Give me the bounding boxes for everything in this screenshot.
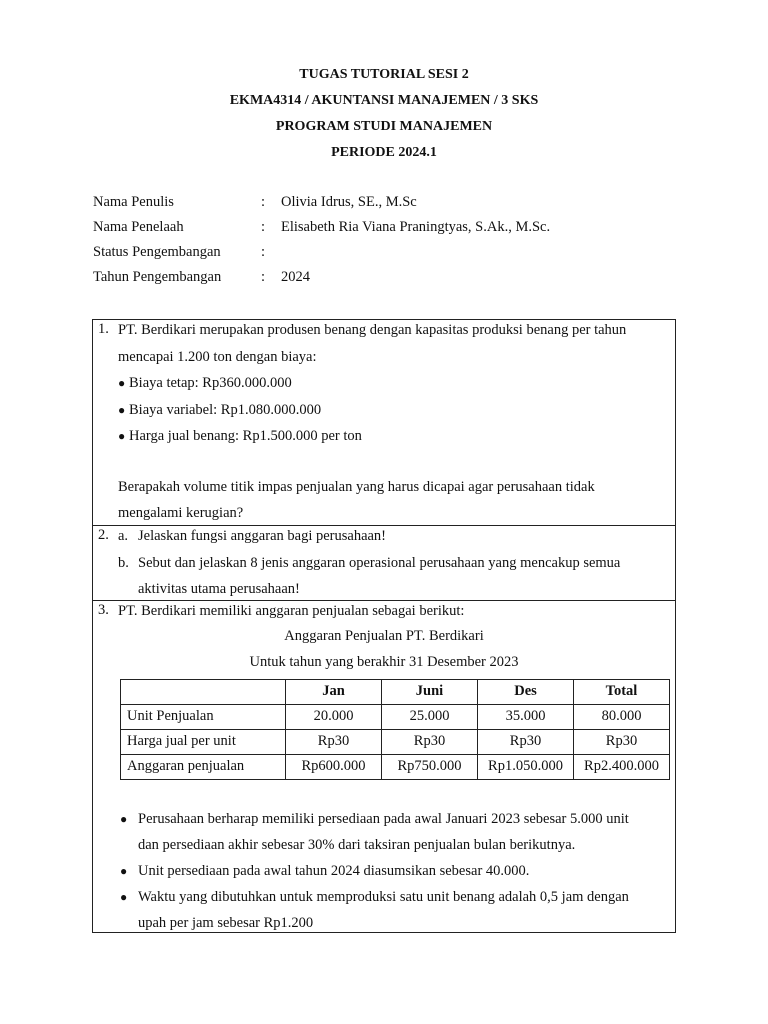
table-cell: Rp30 xyxy=(478,730,574,755)
row-label: Harga jual per unit xyxy=(121,730,286,755)
meta-colon: : xyxy=(261,244,266,260)
sales-budget-table xyxy=(120,679,670,780)
question-number: 1. xyxy=(98,321,109,337)
table-cell: Rp2.400.000 xyxy=(574,755,670,780)
meta-row-reviewer xyxy=(93,219,550,244)
note-text: Unit persediaan pada awal tahun 2024 diasumsikan sebesar 40.000. xyxy=(138,863,530,879)
column-header: Jan xyxy=(286,680,382,705)
title-line-3: PROGRAM STUDI MANAJEMEN xyxy=(275,119,493,134)
sub-question-b xyxy=(118,554,675,581)
bullet-icon: ● xyxy=(118,376,126,390)
meta-row-year xyxy=(93,269,550,294)
list-item xyxy=(118,374,675,401)
list-item xyxy=(118,806,663,858)
row-label: Anggaran penjualan xyxy=(121,755,286,780)
title-line-2: EKMA4314 / AKUNTANSI MANAJEMEN / 3 SKS xyxy=(229,93,539,108)
question-2-box xyxy=(92,525,676,600)
sub-letter: a. xyxy=(118,528,129,544)
question-text: mencapai 1.200 ton dengan biaya: xyxy=(118,348,317,365)
sub-text: aktivitas utama perusahaan! xyxy=(138,581,300,597)
table-row xyxy=(121,755,670,780)
table-cell: 25.000 xyxy=(382,705,478,730)
bullet-icon: ● xyxy=(118,402,126,417)
bullet-icon: ● xyxy=(120,812,128,826)
list-item xyxy=(118,884,663,936)
document-header xyxy=(0,66,768,170)
table-cell: 35.000 xyxy=(478,705,574,730)
bullet-icon: ● xyxy=(120,864,128,878)
meta-label: Nama Penulis xyxy=(93,194,174,210)
list-item xyxy=(118,858,663,884)
question-text: Berapakah volume titik impas penjualan yang harus dicapai agar perusahaan tidak xyxy=(118,478,595,495)
meta-label: Status Pengembangan xyxy=(93,244,221,260)
meta-row-status xyxy=(93,244,550,269)
sub-text: Sebut dan jelaskan 8 jenis anggaran operasional perusahaan yang mencakup semua xyxy=(138,554,621,571)
question-3-box xyxy=(92,600,676,933)
meta-value: Elisabeth Ria Viana Praningtyas, S.Ak., M.Sc. xyxy=(281,219,551,235)
list-item-text: Biaya variabel: Rp1.080.000.000 xyxy=(129,401,322,418)
question-text: mengalami kerugian? xyxy=(118,505,244,521)
list-item xyxy=(118,427,675,454)
sub-letter: b. xyxy=(118,554,129,571)
column-header xyxy=(121,680,286,705)
meta-value: Olivia Idrus, SE., M.Sc xyxy=(281,194,417,210)
notes-list xyxy=(118,806,663,936)
column-header: Total xyxy=(574,680,670,705)
table-row xyxy=(121,705,670,730)
title-line-4: PERIODE 2024.1 xyxy=(331,145,437,160)
list-item-text: Harga jual benang: Rp1.500.000 per ton xyxy=(129,428,362,444)
question-number: 2. xyxy=(98,527,109,543)
table-cell: Rp30 xyxy=(286,730,382,755)
sub-question-a xyxy=(118,527,675,554)
bullet-icon: ● xyxy=(118,429,126,443)
sub-text: Jelaskan fungsi anggaran bagi perusahaan! xyxy=(138,528,387,544)
table-cell: Rp30 xyxy=(574,730,670,755)
table-cell: 20.000 xyxy=(286,705,382,730)
meta-value: 2024 xyxy=(281,269,310,285)
question-text: PT. Berdikari merupakan produsen benang dengan kapasitas produksi benang per tahun xyxy=(118,322,627,338)
note-text: Perusahaan berharap memiliki persediaan pada awal Januari 2023 sebesar 5.000 unit xyxy=(138,811,629,827)
table-cell: Rp1.050.000 xyxy=(478,755,574,780)
table-cell: 80.000 xyxy=(574,705,670,730)
table-row xyxy=(121,730,670,755)
table-cell: Rp600.000 xyxy=(286,755,382,780)
bullet-icon: ● xyxy=(120,890,128,904)
list-item-text: Biaya tetap: Rp360.000.000 xyxy=(129,375,292,391)
table-cell: Rp750.000 xyxy=(382,755,478,780)
metadata-block xyxy=(93,194,550,294)
title-line-1: TUGAS TUTORIAL SESI 2 xyxy=(299,67,469,82)
question-text: PT. Berdikari memiliki anggaran penjualan sebagai berikut: xyxy=(118,603,465,619)
column-header: Juni xyxy=(382,680,478,705)
note-text: dan persediaan akhir sebesar 30% dari taksiran penjualan bulan berikutnya. xyxy=(138,837,576,853)
meta-colon: : xyxy=(261,194,266,210)
meta-row-writer xyxy=(93,194,550,219)
table-title: Anggaran Penjualan PT. Berdikari xyxy=(284,627,484,644)
row-label: Unit Penjualan xyxy=(121,705,286,730)
table-cell: Rp30 xyxy=(382,730,478,755)
note-text: upah per jam sebesar Rp1.200 xyxy=(138,915,314,931)
table-header-row xyxy=(121,680,670,705)
note-text: Waktu yang dibutuhkan untuk memproduksi satu unit benang adalah 0,5 jam dengan xyxy=(138,889,629,905)
column-header: Des xyxy=(478,680,574,705)
question-1-box xyxy=(92,319,676,525)
list-item xyxy=(118,401,675,428)
meta-label: Nama Penelaah xyxy=(93,219,184,235)
table-subtitle: Untuk tahun yang berakhir 31 Desember 2023 xyxy=(249,654,519,670)
question-number: 3. xyxy=(98,602,109,618)
meta-colon: : xyxy=(261,219,266,235)
meta-colon: : xyxy=(261,269,266,285)
meta-label: Tahun Pengembangan xyxy=(93,269,222,285)
